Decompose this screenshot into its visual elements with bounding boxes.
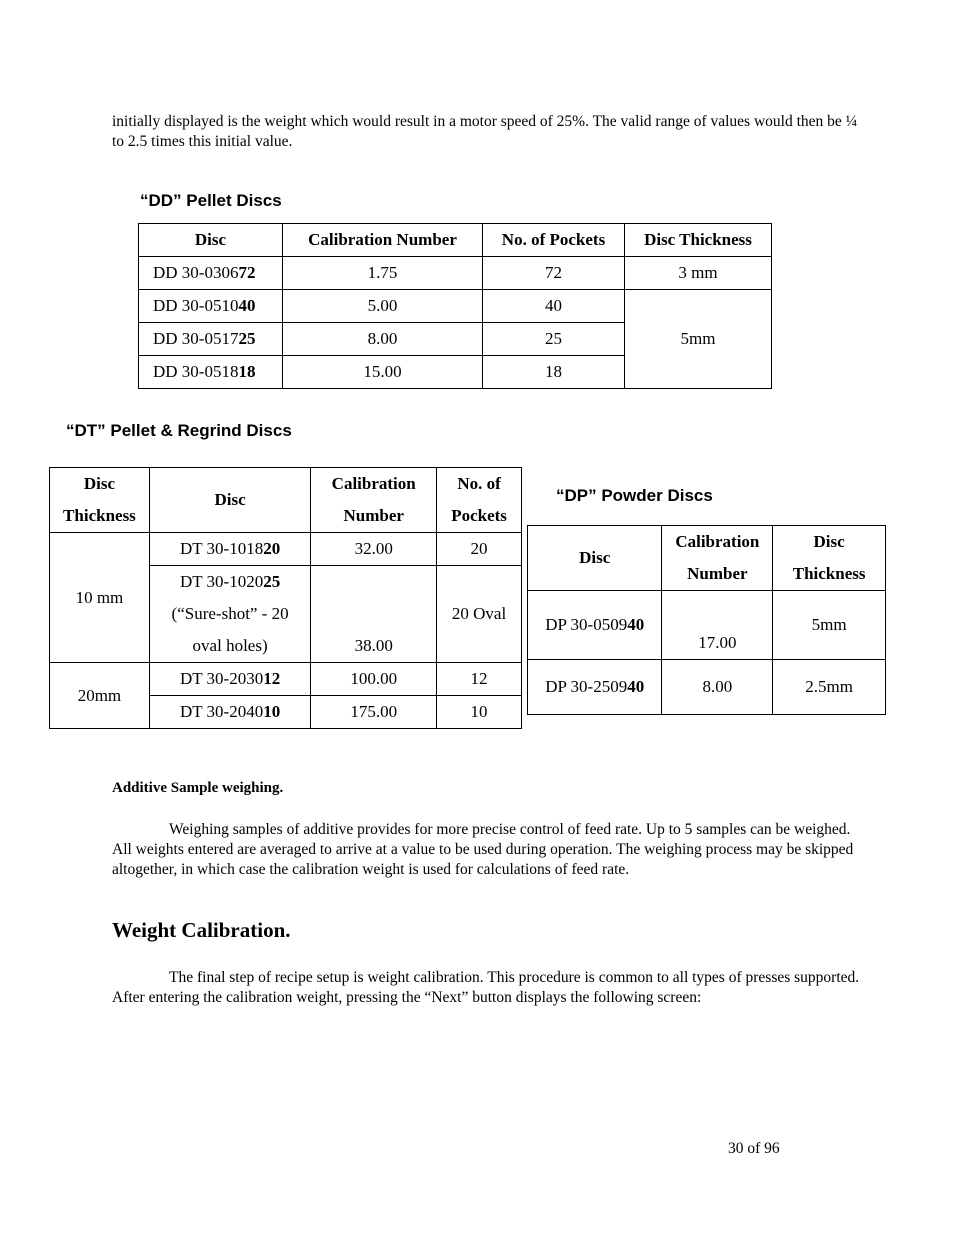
calibration-cell: 5.00 <box>283 290 483 323</box>
disc-cell: DP 30-050940 <box>528 591 662 660</box>
pockets-cell: 25 <box>483 323 625 356</box>
disc-cell: DD 30-051040 <box>139 290 283 323</box>
column-header: Disc Thickness <box>50 468 150 533</box>
column-header: Calibration Number <box>283 224 483 257</box>
dd-discs-table <box>138 223 772 389</box>
column-header: No. of Pockets <box>483 224 625 257</box>
calibration-cell: 100.00 <box>311 663 437 696</box>
column-header: Disc <box>149 468 310 533</box>
pockets-cell: 72 <box>483 257 625 290</box>
calibration-cell: 175.00 <box>311 696 437 729</box>
dp-section-title: “DP” Powder Discs <box>556 486 713 505</box>
column-header: Disc <box>528 526 662 591</box>
table-row <box>50 533 522 566</box>
pockets-cell: 20 Oval <box>437 566 522 663</box>
column-header: No. of Pockets <box>437 468 522 533</box>
pockets-cell: 12 <box>437 663 522 696</box>
column-header: Calibration Number <box>311 468 437 533</box>
pockets-cell: 10 <box>437 696 522 729</box>
calibration-cell: 38.00 <box>311 566 437 663</box>
table-row <box>528 591 886 660</box>
thickness-cell: 10 mm <box>50 533 150 663</box>
table-row <box>139 290 772 323</box>
table-header-row <box>50 468 522 533</box>
calibration-cell: 1.75 <box>283 257 483 290</box>
column-header: Disc Thickness <box>625 224 772 257</box>
thickness-cell: 3 mm <box>625 257 772 290</box>
pockets-cell: 20 <box>437 533 522 566</box>
weight-calibration-paragraph: The final step of recipe setup is weight calibration. This procedure is common to all types of presses supported. After entering the calibration weight, pressing the “Next” button displays the following screen: <box>112 969 860 1006</box>
table-row <box>139 257 772 290</box>
disc-cell: DD 30-051818 <box>139 356 283 389</box>
additive-paragraph: Weighing samples of additive provides for more precise control of feed rate. Up to 5 samples can be weighed. All weights entered are averaged to arrive at a value to be used during operation. The weighing process may be skipped altogether, in which case the calibration weight is used for calculations of feed rate. <box>112 821 854 878</box>
table-row <box>50 663 522 696</box>
thickness-cell: 20mm <box>50 663 150 729</box>
additive-heading: Additive Sample weighing. <box>112 780 284 796</box>
calibration-cell: 17.00 <box>662 591 773 660</box>
thickness-cell: 5mm <box>773 591 886 660</box>
dt-discs-table <box>49 467 522 729</box>
thickness-cell: 5mm <box>625 290 772 389</box>
disc-cell: DP 30-250940 <box>528 660 662 715</box>
column-header: Disc Thickness <box>773 526 886 591</box>
page-number: 30 of 96 <box>728 1140 780 1157</box>
intro-paragraph: initially displayed is the weight which would result in a motor speed of 25%. The valid range of values would then be ¼ to 2.5 times this initial value. <box>112 113 858 150</box>
disc-cell: DT 30-203012 <box>149 663 310 696</box>
dp-discs-table <box>527 525 886 715</box>
disc-cell: DT 30-204010 <box>149 696 310 729</box>
calibration-cell: 8.00 <box>662 660 773 715</box>
calibration-cell: 15.00 <box>283 356 483 389</box>
calibration-cell: 32.00 <box>311 533 437 566</box>
pockets-cell: 18 <box>483 356 625 389</box>
calibration-cell: 8.00 <box>283 323 483 356</box>
table-row <box>528 660 886 715</box>
dd-section-title: “DD” Pellet Discs <box>140 191 282 210</box>
thickness-cell: 2.5mm <box>773 660 886 715</box>
pockets-cell: 40 <box>483 290 625 323</box>
disc-cell: DD 30-030672 <box>139 257 283 290</box>
table-header-row <box>139 224 772 257</box>
weight-calibration-heading: Weight Calibration. <box>112 918 291 942</box>
dt-section-title: “DT” Pellet & Regrind Discs <box>66 421 292 440</box>
disc-cell: DT 30-102025 (“Sure-shot” - 20 oval holes) <box>149 566 310 663</box>
disc-cell: DD 30-051725 <box>139 323 283 356</box>
table-header-row <box>528 526 886 591</box>
column-header: Disc <box>139 224 283 257</box>
disc-cell: DT 30-101820 <box>149 533 310 566</box>
column-header: Calibration Number <box>662 526 773 591</box>
